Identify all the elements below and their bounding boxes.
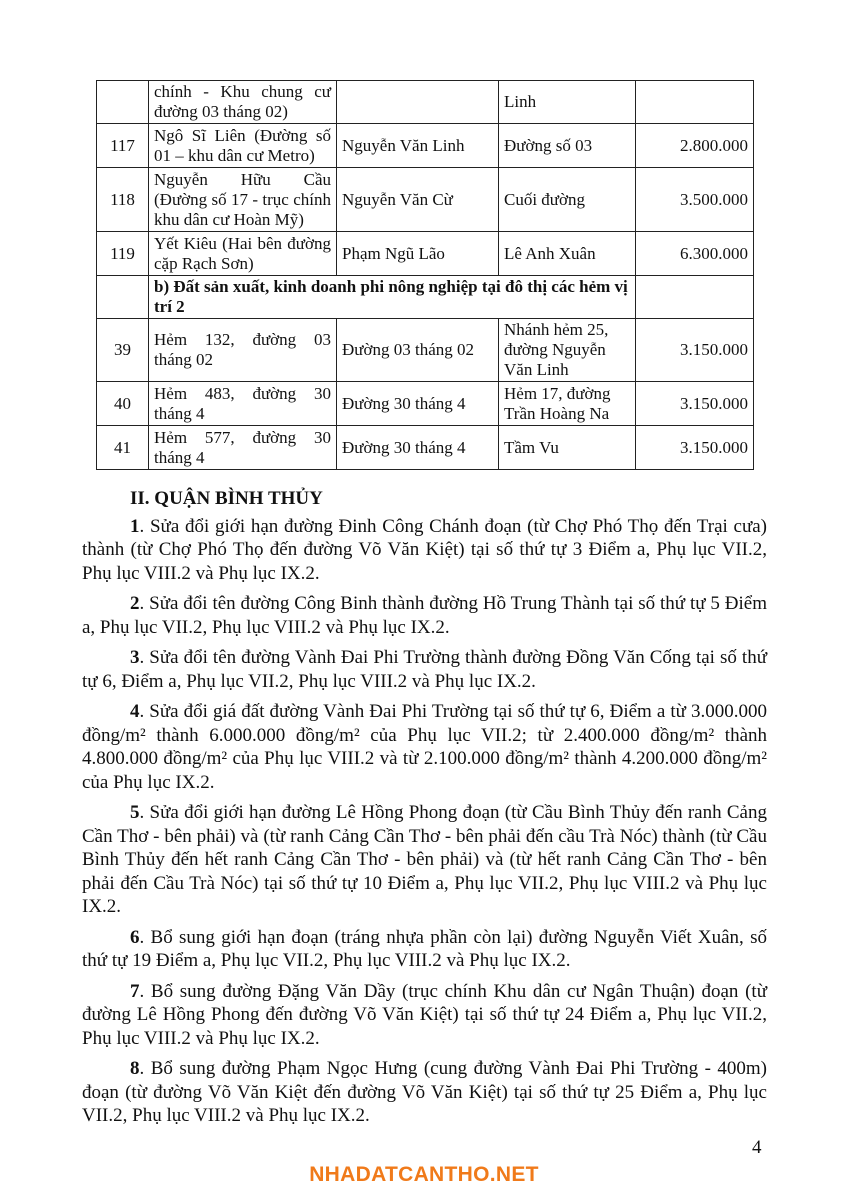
paragraph-number: 4	[130, 701, 140, 722]
price-cell: 6.300.000	[636, 232, 754, 276]
paragraph-text: . Sửa đổi tên đường Công Binh thành đường Hồ Trung Thành tại số thứ tự 5 Điểm a, Phụ lục VII.2, Phụ lục VIII.2 và Phụ lục IX.2.	[82, 593, 767, 638]
to-cell: Hẻm 17, đường Trần Hoàng Na	[499, 382, 636, 426]
paragraph-number: 7	[130, 980, 140, 1002]
from-cell: Đường 30 tháng 4	[337, 426, 499, 470]
paragraph-number: 5	[130, 802, 140, 823]
price-cell: 3.150.000	[636, 319, 754, 382]
paragraph-number: 3	[130, 647, 140, 668]
price-cell: 3.150.000	[636, 426, 754, 470]
paragraph-number: 6	[130, 926, 140, 948]
to-cell: Tầm Vu	[499, 426, 636, 470]
amendment-paragraph	[82, 980, 767, 1051]
site-watermark: NHADATCANTHO.NET	[309, 1163, 539, 1186]
table-row	[97, 319, 754, 382]
section-title: b) Đất sản xuất, kinh doanh phi nông nghiệp tại đô thị các hẻm vị trí 2	[149, 276, 636, 319]
from-cell: Nguyễn Văn Linh	[337, 124, 499, 168]
amendment-paragraph	[82, 700, 767, 794]
street-name-cell: Ngô Sĩ Liên (Đường số 01 – khu dân cư Metro)	[149, 124, 337, 168]
price-cell	[636, 81, 754, 124]
table-row	[97, 382, 754, 426]
row-number-cell: 39	[97, 319, 149, 382]
table-row	[97, 232, 754, 276]
street-name-cell: Hẻm 577, đường 30 tháng 4	[149, 426, 337, 470]
amendment-paragraph	[82, 926, 767, 973]
from-cell: Đường 03 tháng 02	[337, 319, 499, 382]
price-cell: 3.500.000	[636, 168, 754, 232]
row-number-cell: 40	[97, 382, 149, 426]
amendment-paragraph	[82, 1057, 767, 1128]
to-cell: Nhánh hẻm 25, đường Nguyễn Văn Linh	[499, 319, 636, 382]
paragraph-number: 2	[130, 593, 140, 614]
paragraph-text: . Sửa đổi tên đường Vành Đai Phi Trường thành đường Đồng Văn Cống tại số thứ tự 6, Điểm a, Phụ lục VII.2, Phụ lục VIII.2 và Phụ lục IX.2.	[82, 647, 767, 692]
page-number: 4	[752, 1137, 762, 1158]
paragraph-text: . Sửa đổi giới hạn đường Lê Hồng Phong đoạn (từ Cầu Bình Thủy đến ranh Cảng Cần Thơ - bên phải) và (từ ranh Cảng Cần Thơ - bên phải đến cầu Trà Nóc) thành (từ Cầu Bình Thủy đến hết ranh Cảng Cần Thơ - bên phải) và (từ hết ranh Cảng Cần Thơ - bên phải đến Cầu Trà Nóc) tại số thứ tự 10 Điểm a, Phụ lục VII.2, Phụ lục VIII.2 và Phụ lục IX.2.	[82, 802, 767, 917]
from-cell	[337, 81, 499, 124]
table-row	[97, 426, 754, 470]
paragraph-text: . Bổ sung giới hạn đoạn (tráng nhựa phần còn lại) đường Nguyễn Viết Xuân, số thứ tự 19 Điểm a, Phụ lục VII.2, Phụ lục VIII.2 và Phụ lục IX.2.	[82, 926, 767, 971]
paragraph-text: . Bổ sung đường Đặng Văn Dầy (trục chính Khu dân cư Ngân Thuận) đoạn (từ đường Lê Hồng Phong đến đường Võ Văn Kiệt) tại số thứ tự 24 Điểm a, Phụ lục VII.2, Phụ lục VIII.2 và Phụ lục IX.2.	[82, 980, 767, 1049]
paragraph-text: . Sửa đổi giá đất đường Vành Đai Phi Trường tại số thứ tự 6, Điểm a từ 3.000.000 đồng/m² thành 6.000.000 đồng/m² của Phụ lục VII.2; từ 2.400.000 đồng/m² thành 4.800.000 đồng/m² của Phụ lục VIII.2 và từ 2.100.000 đồng/m² thành 4.200.000 đồng/m² của Phụ lục IX.2.	[82, 701, 767, 793]
amendment-paragraph	[82, 801, 767, 919]
to-cell: Lê Anh Xuân	[499, 232, 636, 276]
table-row	[97, 81, 754, 124]
amendment-paragraph	[82, 592, 767, 639]
section-heading: II. QUẬN BÌNH THỦY	[130, 488, 323, 509]
land-price-table	[96, 80, 754, 470]
row-number-cell: 41	[97, 426, 149, 470]
table-section-row	[97, 276, 754, 319]
row-number-cell: 118	[97, 168, 149, 232]
to-cell: Đường số 03	[499, 124, 636, 168]
paragraph-text: . Sửa đổi giới hạn đường Đinh Công Chánh đoạn (từ Chợ Phó Thọ đến Trại cưa) thành (từ Chợ Phó Thọ đến đường Võ Văn Kiệt) tại số thứ tự 3 Điểm a, Phụ lục VII.2, Phụ lục VIII.2 và Phụ lục IX.2.	[82, 515, 767, 584]
from-cell: Nguyễn Văn Cừ	[337, 168, 499, 232]
street-name-cell: Yết Kiêu (Hai bên đường cặp Rạch Sơn)	[149, 232, 337, 276]
street-name-cell: Hẻm 132, đường 03 tháng 02	[149, 319, 337, 382]
row-number-cell	[97, 81, 149, 124]
table-row	[97, 124, 754, 168]
paragraph-text: . Bổ sung đường Phạm Ngọc Hưng (cung đường Vành Đai Phi Trường - 400m) đoạn (từ đường Võ Văn Kiệt đến đường Võ Văn Kiệt) tại số thứ tự 25 Điểm a, Phụ lục VII.2, Phụ lục VIII.2 và Phụ lục IX.2.	[82, 1058, 767, 1126]
street-name-cell: Nguyễn Hữu Cầu (Đường số 17 - trục chính khu dân cư Hoàn Mỹ)	[149, 168, 337, 232]
amendment-paragraph	[82, 515, 767, 586]
street-name-cell: chính - Khu chung cư đường 03 tháng 02)	[149, 81, 337, 124]
street-name-cell: Hẻm 483, đường 30 tháng 4	[149, 382, 337, 426]
amendment-paragraph	[82, 646, 767, 693]
paragraph-number: 8	[130, 1058, 140, 1079]
price-cell: 2.800.000	[636, 124, 754, 168]
row-number-cell: 117	[97, 124, 149, 168]
row-number-cell: 119	[97, 232, 149, 276]
price-cell	[636, 276, 754, 319]
price-cell: 3.150.000	[636, 382, 754, 426]
paragraph-number: 1	[130, 515, 140, 537]
from-cell: Phạm Ngũ Lão	[337, 232, 499, 276]
from-cell: Đường 30 tháng 4	[337, 382, 499, 426]
table-row	[97, 168, 754, 232]
row-number-cell	[97, 276, 149, 319]
to-cell: Linh	[499, 81, 636, 124]
document-body	[82, 487, 767, 1135]
to-cell: Cuối đường	[499, 168, 636, 232]
